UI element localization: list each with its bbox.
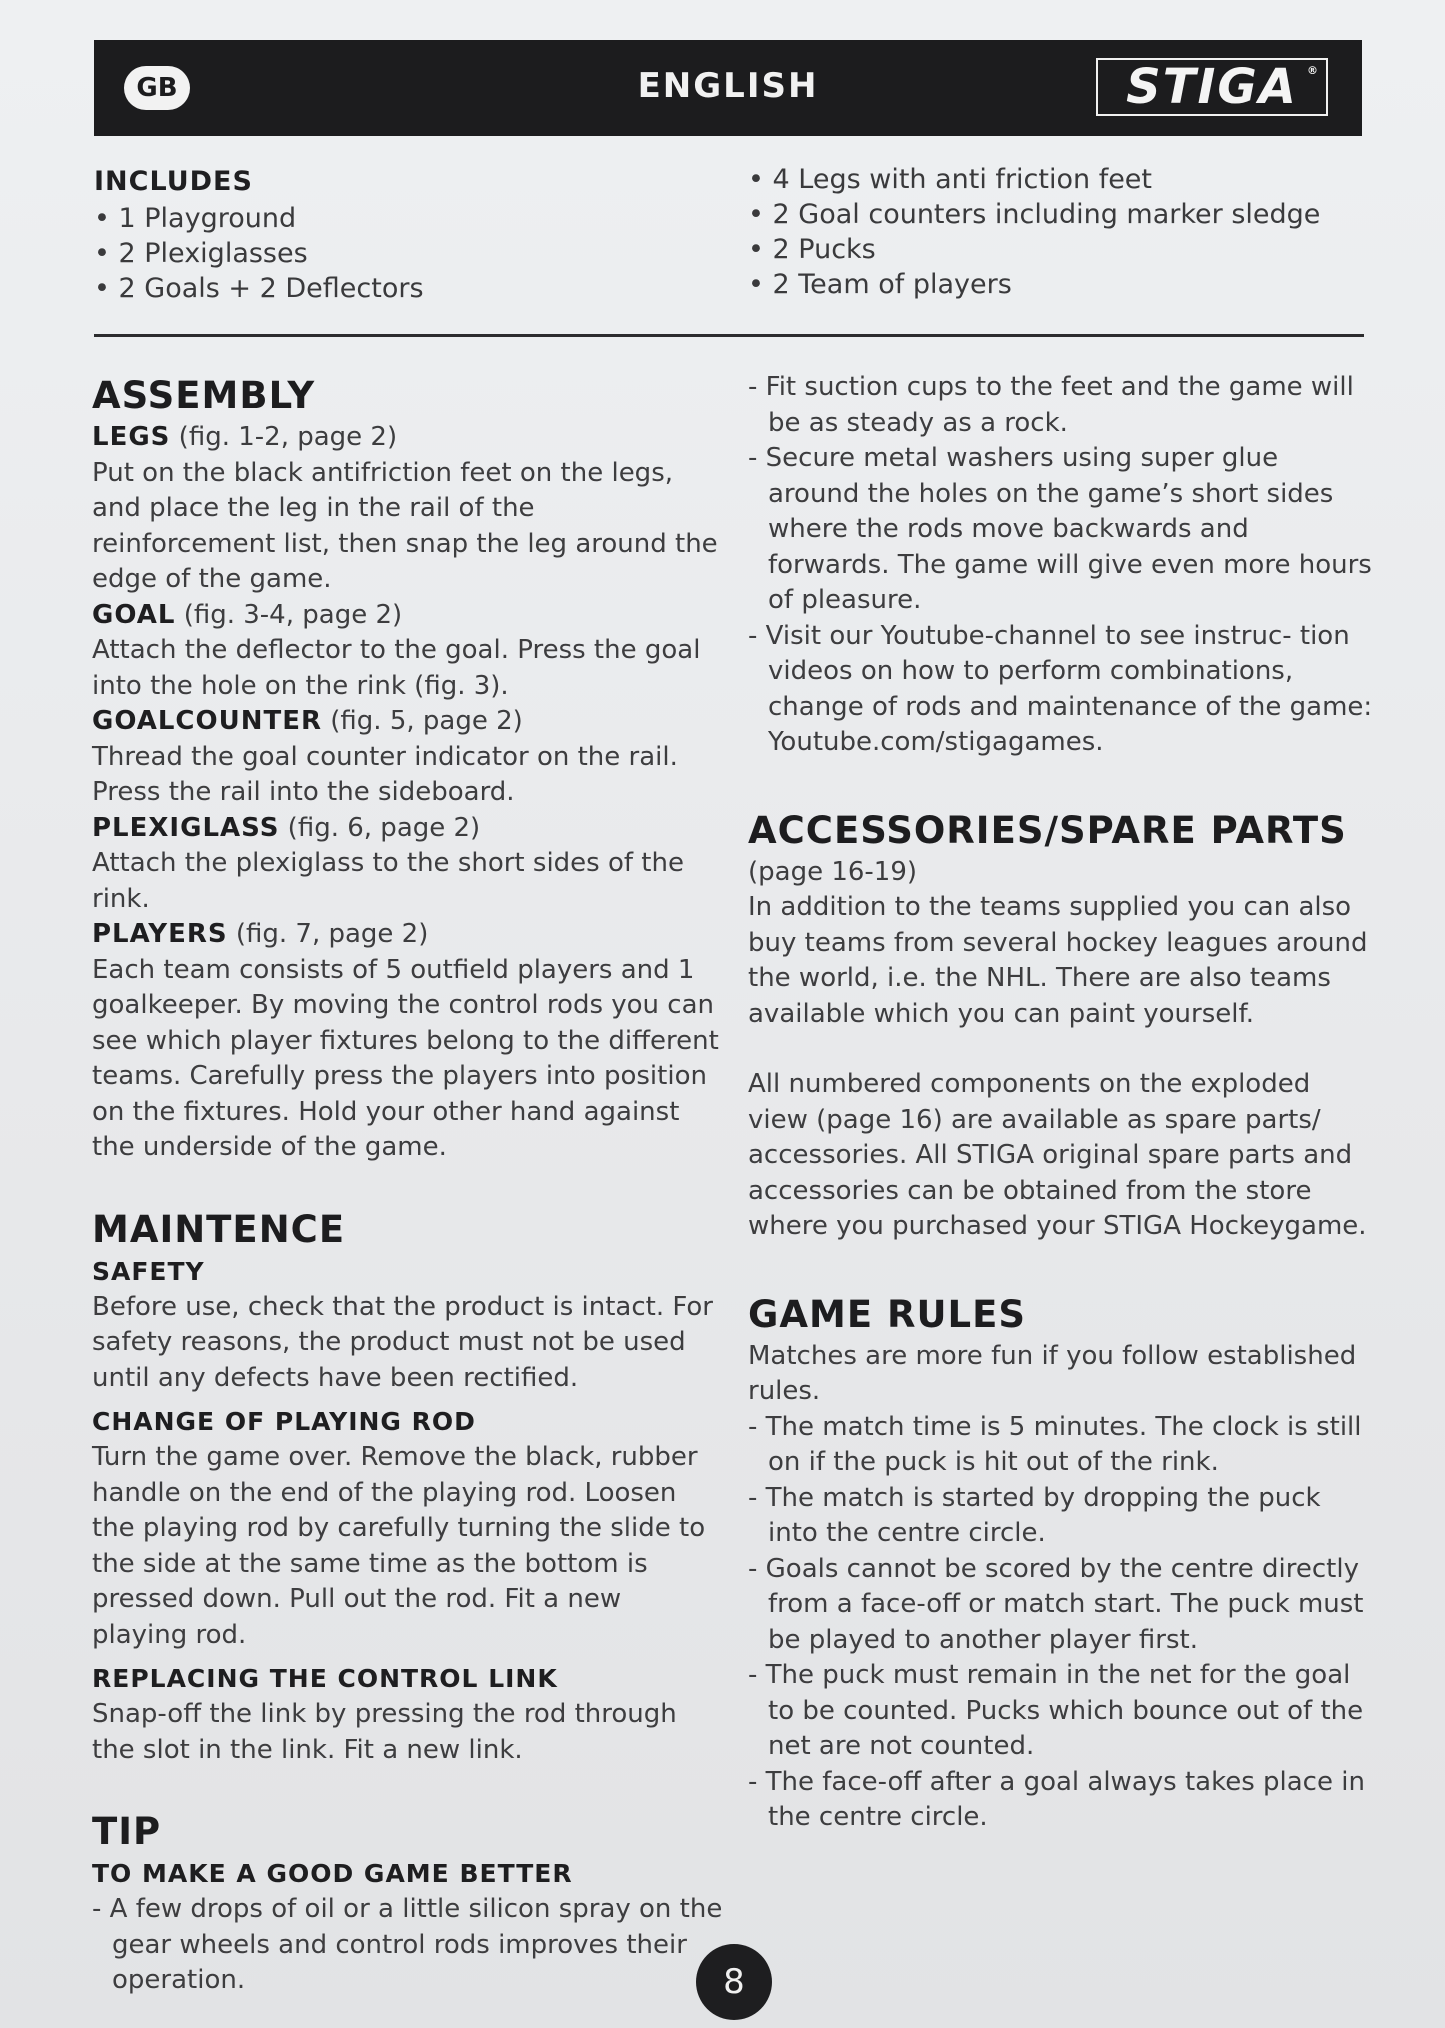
assembly-heading: ASSEMBLY [92, 374, 316, 417]
tip-item: - A few drops of oil or a little silicon spray on the gear wheels and control rods improves their operation. [92, 1894, 723, 1995]
goalcounter-ref: (fig. 5, page 2) [322, 706, 523, 736]
safety-text: Before use, check that the product is intact. For safety reasons, the product must not be used until any defects have been rectified. [92, 1291, 713, 1393]
rule-item: - The face-off after a goal always takes place in the centre circle. [748, 1766, 1365, 1832]
language-title: ENGLISH [637, 66, 819, 106]
rule-item: - The match time is 5 minutes. The clock is still on if the puck is hit out of the rink. [748, 1411, 1362, 1477]
rule-item: - The puck must remain in the net for the goal to be counted. Pucks which bounce out of the net are not counted. [748, 1660, 1364, 1761]
plexiglass-text: Attach the plexiglass to the short sides of the rink. [92, 848, 684, 914]
maintence-heading: MAINTENCE [92, 1207, 346, 1251]
stiga-logo [1096, 58, 1328, 116]
link-text: Snap-off the link by pressing the rod through the slot in the link. Fit a new link. [92, 1699, 677, 1765]
goal-ref: (fig. 3-4, page 2) [175, 599, 403, 630]
goal-label: GOAL [92, 599, 176, 630]
legs-ref-line [92, 420, 724, 456]
list-item: • 1 Playground [94, 201, 694, 236]
list-item: • 2 Plexiglasses [94, 236, 694, 271]
includes-left [94, 166, 694, 306]
tip-item: - Fit suction cups to the feet and the game will be as steady as a rock. [748, 372, 1354, 438]
legs-text: Put on the black antifriction feet on the legs, and place the leg in the rail of the reinforcement list, then snap the leg around the edge of the game. [92, 457, 718, 594]
accessories-text-2: All numbered components on the exploded view (page 16) are available as spare parts/ accessories. All STIGA original spare parts and accessories can be obtained from the store where you purchased your STIGA Hockeygame. [748, 1069, 1367, 1241]
safety-heading: SAFETY [92, 1256, 205, 1286]
rod-heading: CHANGE OF PLAYING ROD [92, 1407, 476, 1436]
plexiglass-ref: (fig. 6, page 2) [279, 812, 481, 843]
tip-item: - Secure metal washers using super glue around the holes on the game’s short sides where the rods move backwards and forwards. The game will give even more hours of pleasure. [748, 443, 1372, 615]
header-bar [94, 40, 1362, 136]
accessories-text-1: In addition to the teams supplied you can also buy teams from several hockey leagues around the world, i.e. the NHL. There are also teams available which you can paint yourself. [748, 892, 1368, 1029]
players-label: PLAYERS [92, 919, 228, 949]
legs-label: LEGS [92, 422, 171, 452]
includes-title: INCLUDES [94, 166, 253, 197]
includes-right [748, 162, 1368, 302]
plexiglass-label: PLEXIGLASS [92, 812, 280, 843]
plexiglass-ref-line [92, 811, 724, 847]
goalcounter-label: GOALCOUNTER [92, 706, 323, 736]
players-ref: (fig. 7, page 2) [227, 919, 429, 949]
list-item: • 2 Pucks [748, 232, 1368, 267]
game-rules-intro: Matches are more fun if you follow established rules. [748, 1340, 1357, 1406]
list-item: • 4 Legs with anti friction feet [748, 162, 1368, 197]
tip-heading: TIP [92, 1810, 162, 1853]
tip-item: - Visit our Youtube-channel to see instruc- tion videos on how to perform combinations, change of rods and maintenance of the game: Youtube.com/stigagames. [748, 620, 1373, 757]
includes-list-left [94, 201, 694, 306]
brand-name: STIGA [1126, 59, 1298, 115]
includes-list-right [748, 162, 1368, 302]
right-column [748, 370, 1373, 1836]
tip-subheading: TO MAKE A GOOD GAME BETTER [92, 1859, 573, 1888]
rule-item: - Goals cannot be scored by the centre directly from a face-off or match start. The puck must be played to another player first. [748, 1553, 1364, 1655]
goal-text: Attach the deflector to the goal. Press the goal into the hole on the rink (fig. 3). [92, 635, 701, 701]
accessories-heading: ACCESSORIES/SPARE PARTS [748, 808, 1347, 852]
accessories-ref: (page 16-19) [748, 856, 918, 887]
goal-ref-line [92, 598, 724, 634]
link-heading: REPLACING THE CONTROL LINK [92, 1664, 558, 1693]
page-number: 8 [696, 1944, 772, 2020]
divider [94, 334, 1364, 337]
left-column [92, 372, 724, 1999]
goalcounter-text: Thread the goal counter indicator on the rail. Press the rail into the sideboard. [92, 741, 678, 807]
players-ref-line [92, 917, 724, 953]
language-badge: GB [124, 66, 190, 110]
legs-ref: (fig. 1-2, page 2) [170, 422, 398, 452]
list-item: • 2 Goal counters including marker sledge [748, 197, 1368, 232]
registered-mark: ® [1307, 64, 1320, 77]
goalcounter-ref-line [92, 704, 724, 740]
rule-item: - The match is started by dropping the puck into the centre circle. [748, 1482, 1321, 1548]
players-text: Each team consists of 5 outfield players and 1 goalkeeper. By moving the control rods you can see which player fixtures belong to the different teams. Carefully press the players into position on the fixtures. Hold your other hand against the underside of the game. [92, 954, 719, 1162]
rod-text: Turn the game over. Remove the black, rubber handle on the end of the playing rod. Loosen the playing rod by carefully turning the slide to the side at the same time as the bottom is pressed down. Pull out the rod. Fit a new playing rod. [92, 1442, 706, 1650]
list-item: • 2 Team of players [748, 267, 1368, 302]
game-rules-heading: GAME RULES [748, 1292, 1027, 1336]
list-item: • 2 Goals + 2 Deflectors [94, 271, 694, 306]
